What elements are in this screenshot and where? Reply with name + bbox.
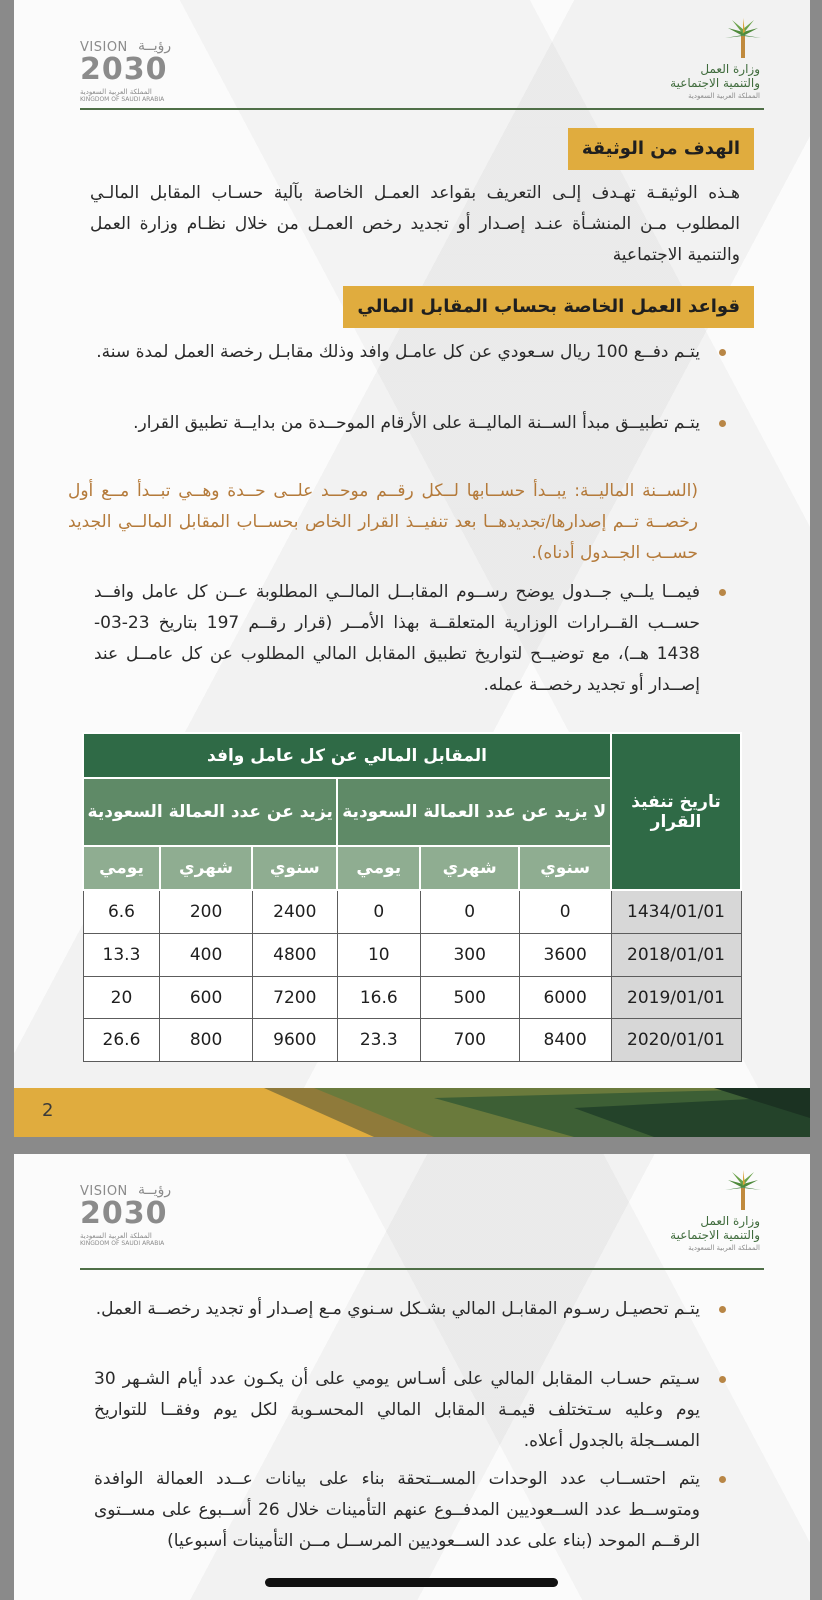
row-date: 1434/01/01 bbox=[611, 890, 741, 934]
table-row bbox=[83, 934, 741, 977]
ministry-country: المملكة العربية السعودية bbox=[688, 92, 760, 100]
document-page-2 bbox=[14, 1154, 810, 1600]
vision-sub-arabic: المملكة العربية السعودية bbox=[80, 1232, 152, 1240]
page2-bullet-1: يتـم تحصيـل رسـوم المقابـل المالي بشـكل سـنوي مـع إصـدار أو تجديد رخصــة العمل. bbox=[95, 1299, 700, 1319]
cell-value: 0 bbox=[337, 890, 420, 934]
rule-bullet-3: فيمــا يلــي جــدول يوضح رســوم المقابــل المالــي المطلوبة عــن كل عامل وافــد حســب القــرارات الوزارية المتعلقــة بهذا الأمــر (قرار رقــم 197 بتاريخ 23-03-1438 هــ)، مع توضيــح لتواريخ تطبيق المقابل المالي المطلوب عن كل عامــل عند إصــدار أو تجديد رخصــة عمله. bbox=[94, 582, 700, 695]
cell-value: 26.6 bbox=[83, 1019, 160, 1062]
vision-arabic: رؤيــة bbox=[138, 1182, 172, 1198]
cell-value: 7200 bbox=[252, 976, 337, 1019]
ministry-name-line-1: وزارة العمل bbox=[700, 62, 760, 76]
bullet-dot bbox=[719, 1476, 726, 1483]
exceed-saudi-header: يزيد عن عدد العمالة السعودية bbox=[83, 778, 337, 846]
cell-value: 4800 bbox=[252, 934, 337, 977]
cell-value: 800 bbox=[160, 1019, 252, 1062]
vision-sub-english: KINGDOM OF SAUDI ARABIA bbox=[80, 96, 165, 103]
header-divider bbox=[80, 1268, 764, 1270]
rule-bullet-1: يتـم دفــع 100 ريال سـعودي عن كل عامـل وافد وذلك مقابـل رخصة العمل لمدة سنة. bbox=[96, 342, 700, 362]
vision-sub-english: KINGDOM OF SAUDI ARABIA bbox=[80, 1240, 165, 1247]
page2-bullet-2: سـيتم حسـاب المقابل المالي على أسـاس يومي على أن يكـون عدد أيام الشـهر 30 يوم وعليه سـتختلف قيمـة المقابل المالي المحسـوبة لكل يوم وفقــا للتواريخ المســجلة بالجدول أعلاه. bbox=[94, 1369, 700, 1451]
palm-tree-icon bbox=[722, 18, 764, 60]
cell-value: 23.3 bbox=[337, 1019, 420, 1062]
cell-value: 200 bbox=[160, 890, 252, 934]
vision-arabic: رؤيــة bbox=[138, 38, 172, 54]
fees-group-header: المقابل المالي عن كل عامل وافد bbox=[83, 733, 611, 778]
cell-value: 6000 bbox=[519, 976, 611, 1019]
page-header bbox=[14, 0, 810, 112]
fiscal-year-note: (الســنة الماليــة: يبــدأ حســابها لــكل رقــم موحــد علــى حــدة وهــي تبــدأ مــع أول رخصــة تــم إصدارها/تجديدهــا بعد تنفيــذ القرار الخاص بحســاب المقابل المالــي الجديد حســب الجــدول أدناه). bbox=[68, 481, 698, 563]
row-date: 2019/01/01 bbox=[611, 976, 741, 1019]
fees-table bbox=[82, 732, 742, 1062]
ministry-logo bbox=[644, 18, 764, 106]
rule-bullet-2: يتـم تطبيــق مبدأ الســنة الماليــة على الأرقام الموحــدة من بدايــة تطبيق القرار. bbox=[133, 413, 700, 433]
cell-value: 13.3 bbox=[83, 934, 160, 977]
ministry-name-line-2: والتنمية الاجتماعية bbox=[670, 1228, 760, 1242]
vision-year: 2030 bbox=[80, 1196, 168, 1231]
vision-2030-logo bbox=[80, 38, 180, 103]
page-footer bbox=[14, 1088, 810, 1137]
cell-value: 600 bbox=[160, 976, 252, 1019]
cell-value: 2400 bbox=[252, 890, 337, 934]
cell-value: 16.6 bbox=[337, 976, 420, 1019]
ministry-logo bbox=[644, 1170, 764, 1258]
table-row bbox=[83, 976, 741, 1019]
vision-word: VISION bbox=[80, 1184, 128, 1199]
col-monthly: شهري bbox=[420, 846, 519, 890]
col-annual: سنوي bbox=[519, 846, 611, 890]
col-daily: يومي bbox=[83, 846, 160, 890]
cell-value: 0 bbox=[420, 890, 519, 934]
cell-value: 6.6 bbox=[83, 890, 160, 934]
ministry-name-line-1: وزارة العمل bbox=[700, 1214, 760, 1228]
cell-value: 0 bbox=[519, 890, 611, 934]
purpose-paragraph: هـذه الوثيقـة تهـدف إلـى التعريف بقواعد العمـل الخاصة بآلية حسـاب المقابل المالـي المطلوب مـن المنشـأة عنـد إصـدار أو تجديد رخص العمـل من خلال نظـام وزارة العمل والتنمية الاجتماعية bbox=[90, 183, 740, 265]
bullet-dot bbox=[719, 1306, 726, 1313]
vision-word: VISION bbox=[80, 40, 128, 55]
cell-value: 500 bbox=[420, 976, 519, 1019]
cell-value: 9600 bbox=[252, 1019, 337, 1062]
not-exceed-saudi-header: لا يزيد عن عدد العمالة السعودية bbox=[337, 778, 611, 846]
row-date: 2018/01/01 bbox=[611, 934, 741, 977]
col-monthly: شهري bbox=[160, 846, 252, 890]
ministry-name-line-2: والتنمية الاجتماعية bbox=[670, 76, 760, 90]
col-annual: سنوي bbox=[252, 846, 337, 890]
footer-band bbox=[14, 1088, 810, 1137]
bullet-dot bbox=[719, 349, 726, 356]
bullet-dot bbox=[719, 589, 726, 596]
date-column-header: تاريخ تنفيذ القرار bbox=[611, 733, 741, 890]
cell-value: 700 bbox=[420, 1019, 519, 1062]
row-date: 2020/01/01 bbox=[611, 1019, 741, 1062]
heading-purpose: الهدف من الوثيقة bbox=[568, 128, 754, 170]
page-header bbox=[14, 1154, 810, 1274]
cell-value: 8400 bbox=[519, 1019, 611, 1062]
vision-2030-logo bbox=[80, 1182, 180, 1247]
home-indicator-bar[interactable] bbox=[265, 1578, 558, 1587]
cell-value: 10 bbox=[337, 934, 420, 977]
page-number: 2 bbox=[42, 1100, 54, 1121]
bullet-dot bbox=[719, 420, 726, 427]
vision-year: 2030 bbox=[80, 52, 168, 87]
cell-value: 300 bbox=[420, 934, 519, 977]
table-row bbox=[83, 890, 741, 934]
bullet-dot bbox=[719, 1376, 726, 1383]
page2-bullet-3: يتم احتســاب عدد الوحدات المســتحقة بناء على بيانات عــدد العمالة الوافدة ومتوســط عدد الســعوديين المدفــوع عنهم التأمينات خلال 26 أســبوع على مســتوى الرقــم الموحد (بناء على عدد الســعوديين المرســل مــن التأمينات أسبوعيا) bbox=[94, 1469, 701, 1551]
header-divider bbox=[80, 108, 764, 110]
heading-rules: قواعد العمل الخاصة بحساب المقابل المالي bbox=[343, 286, 754, 328]
col-daily: يومي bbox=[337, 846, 420, 890]
vision-sub-arabic: المملكة العربية السعودية bbox=[80, 88, 152, 96]
ministry-country: المملكة العربية السعودية bbox=[688, 1244, 760, 1252]
cell-value: 400 bbox=[160, 934, 252, 977]
table-row bbox=[83, 1019, 741, 1062]
document-page-1 bbox=[14, 0, 810, 1137]
cell-value: 20 bbox=[83, 976, 160, 1019]
cell-value: 3600 bbox=[519, 934, 611, 977]
palm-tree-icon bbox=[722, 1170, 764, 1212]
